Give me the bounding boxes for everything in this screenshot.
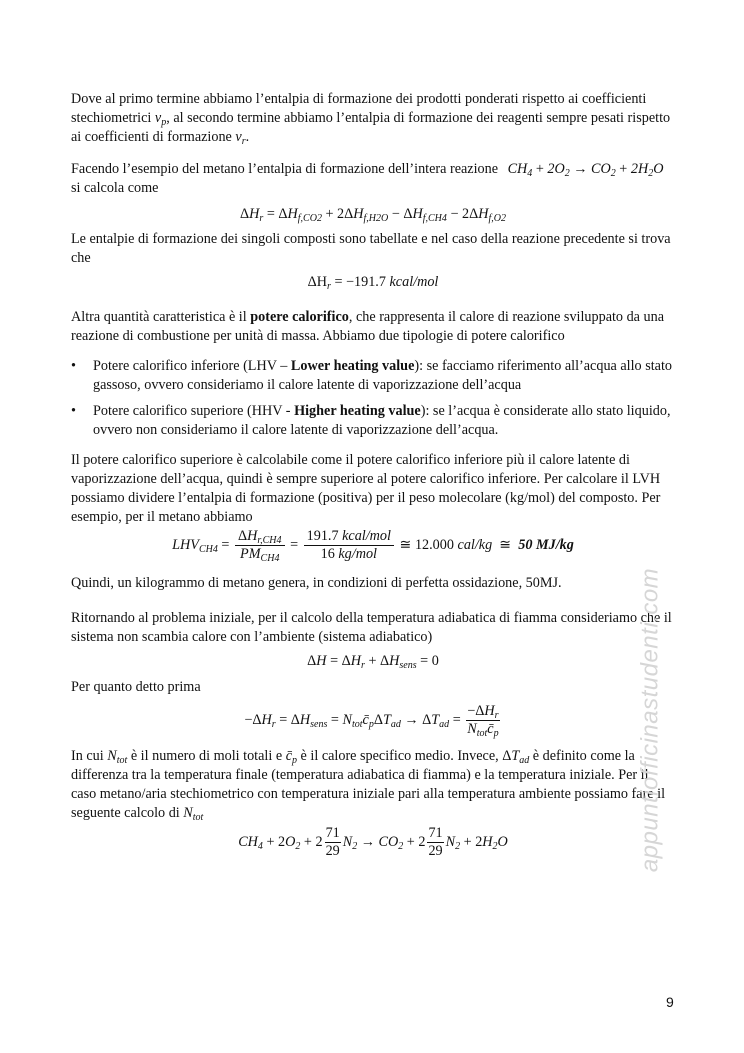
reaction-inline-cont: $2H_2O$ xyxy=(630,161,664,179)
paragraph-heating-value: Altra quantità caratteristica è il potere calorifico, che rappresenta il calore di reazione sviluppato da una reazione di combustione per unità di massa. Abbiamo due tipologie di potere calorifico xyxy=(71,309,664,344)
math-vp: $v_p$ xyxy=(154,110,167,128)
list-item-hhv: • Potere calorifico superiore (HHV - Higher heating value): se l’acqua è considerate allo stato liquido, ovvero non consideriamo il calore latente di vaporizzazione dell’acqua. xyxy=(71,403,671,438)
equation-enthalpy-reaction: $\Delta H_r = \Delta H_{f,CO2} + 2\Delta H_{f,H2O} - \Delta H_{f,CH4} - 2\Delta H_{f,O2}$ xyxy=(240,206,506,224)
paragraph-intro: Dove al primo termine abbiamo l’entalpia di formazione dei prodotti ponderati rispetto ai coefficienti stechiometrici $v_p$, al secondo termine abbiamo l’entalpia di formazione dei reagenti sempre pesati rispetto ai coefficienti di formazione $v_r$. xyxy=(71,91,671,147)
page-number: 9 xyxy=(666,994,674,1010)
list-item-lhv: • Potere calorifico inferiore (LHV – Lower heating value): se facciamo riferimento all’acqua allo stato gassoso, ovvero consideriamo il calore latente di vaporizzazione dell’acqua xyxy=(71,358,672,393)
paragraph-50mj: Quindi, un kilogrammo di metano genera, in condizioni di perfetta ossidazione, 50MJ. xyxy=(71,575,562,591)
text: Dove al primo termine abbiamo l’entalpia di formazione dei prodotti ponderati rispetto ai coefficienti stechiometrici xyxy=(71,91,647,126)
paragraph-ntot: In cui $N_{tot}$ è il numero di moli totali e $c̄_p$ è il calore specifico medio. Invece, $\Delta T_{ad}$ è definito come la differenza tra la temperatura finale (temperatura adiabatica di fiamma) e la temperatura iniziale. Per il caso metano/aria stechiometrico con temperatura iniziale pari alla temperatura ambiente possiamo fare il seguente calcolo di $N_{tot}$ xyxy=(71,748,666,823)
equation-delta-t: $-\Delta H_r = \Delta H_{sens}$ = $N_{tot}c̄_p\Delta T_{ad} \to \Delta T_{ad}$ = $\frac{-\Delta H_r}{N_{tot}c̄_p}$ xyxy=(244,703,499,739)
equation-methane-air: $CH_4 + 2O_2 + 2$ $\frac{71}{29}$ $N_2 \to CO_2 + 2$ $\frac{71}{29}$ $N_2 + 2H_2O$ xyxy=(238,825,508,859)
reaction-inline: $CH_4 + 2O_2 \to CO_2$ + xyxy=(507,161,628,179)
equation-lhv-methane: $LHV_{CH4}$ = $\frac{\Delta H_{r,CH4}}{PM_{CH4}}$ = $\frac{\text{191.7 kcal/mol}}{\text{16 kg/mol}}$ ≅ 12.000 cal/kg ≅ 50 MJ/kg xyxy=(172,528,574,564)
paragraph-tabulated: Le entalpie di formazione dei singoli composti sono tabellate e nel caso della reazione precedente si trova che xyxy=(71,231,671,266)
watermark-text: appuntiofficinastudenti.com xyxy=(636,567,664,873)
text: si calcola come xyxy=(71,180,159,196)
bullet-list xyxy=(71,357,675,447)
math-vr: $v_r$ xyxy=(235,129,246,147)
paragraph-per-quanto: Per quanto detto prima xyxy=(71,679,201,695)
paragraph-hhv-lhv: Il potere calorifico superiore è calcolabile come il potere calorifico inferiore più il calore latente di vaporizzazione dell’acqua, quindi è sempre superiore al potere calorifico inferiore. Per calcolare il LVH possiamo dividere l’entalpia di formazione (positiva) per il peso molecolare (kg/mol) del composto. Per esempio, per il metano abbiamo xyxy=(71,452,661,525)
text: , al secondo termine abbiamo l’entalpia di formazione dei reagenti sempre pesati rispetto ai coefficienti di formazione xyxy=(71,110,671,145)
text: Facendo l’esempio del metano l’entalpia di formazione dell’intera reazione xyxy=(71,161,502,177)
paragraph-methane-example xyxy=(71,160,675,198)
equation-energy-balance: $\Delta H = \Delta H_r + \Delta H_{sens} = 0$ xyxy=(307,653,439,671)
equation-enthalpy-value: $\Delta H_r = -191.7$ kcal/mol xyxy=(307,274,439,292)
paragraph-adiabatic: Ritornando al problema iniziale, per il calcolo della temperatura adiabatica di fiamma consideriamo che il sistema non scambia calore con l’ambiente (sistema adiabatico) xyxy=(71,610,672,645)
